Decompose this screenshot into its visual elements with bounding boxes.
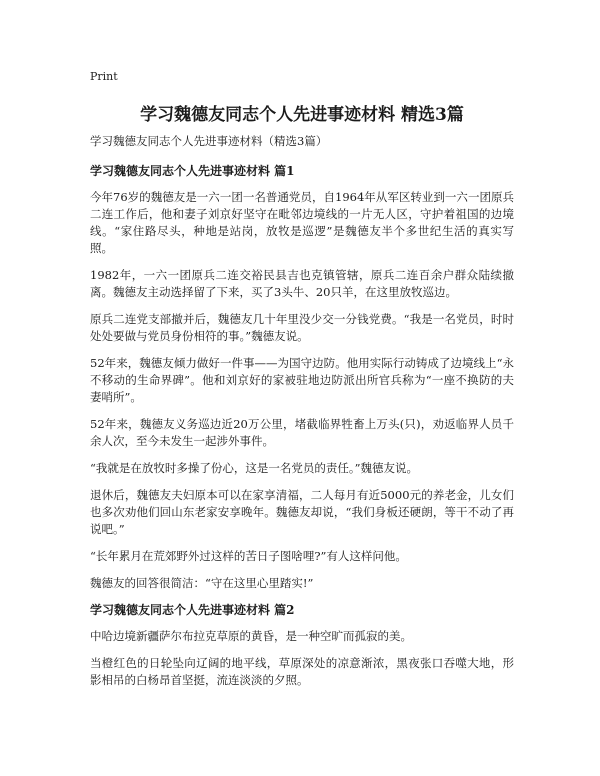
document-title: 学习魏德友同志个人先进事迹材料 精选3篇 xyxy=(140,105,464,125)
paragraph: “长年累月在荒郊野外过这样的苦日子图啥哩?”有人这样问他。 xyxy=(90,549,407,563)
section-heading-2: 学习魏德友同志个人先进事迹材料 篇2 xyxy=(90,603,295,617)
paragraph: “我就是在放牧时多操了份心，这是一名党员的责任。”魏德友说。 xyxy=(90,461,419,475)
paragraph: 52年来，魏德友倾力做好一件事——为国守边防。他用实际行动铸成了边境线上“永不移动的生命界碑”。他和刘京好的家被驻地边防派出所官兵称为“一座不换防的夫妻哨所”。 xyxy=(90,356,514,404)
print-link[interactable]: Print xyxy=(90,70,118,83)
document-body xyxy=(90,133,514,699)
paragraph: 1982年，一六一团原兵二连交裕民县吉也克镇管辖，原兵二连百余户群众陆续撤离。魏德友主动选择留了下来，买了3头牛、20只羊，在这里放牧巡边。 xyxy=(90,268,514,299)
paragraph: 退休后，魏德友夫妇原本可以在家享清福，二人每月有近5000元的养老金，儿女们也多次劝他们回山东老家安享晚年。魏德友却说，“我们身板还硬朗，等干不动了再说吧。” xyxy=(90,488,514,536)
paragraph: 当橙红色的日轮坠向辽阔的地平线，草原深处的凉意渐浓，黑夜张口吞噬大地，形影相吊的白杨昂首坚挺，流连淡淡的夕照。 xyxy=(90,656,514,687)
paragraph: 原兵二连党支部撤并后，魏德友几十年里没少交一分钱党费。“我是一名党员，时时处处要做与党员身份相符的事。”魏德友说。 xyxy=(90,312,514,343)
paragraph: 中哈边境新疆萨尔布拉克草原的黄昏，是一种空旷而孤寂的美。 xyxy=(90,629,412,643)
paragraph: 魏德友的回答很简洁：“守在这里心里踏实!” xyxy=(90,576,314,590)
paragraph: 今年76岁的魏德友是一六一团一名普通党员，自1964年从军区转业到一六一团原兵二连工作后，他和妻子刘京好坚守在毗邻边境线的一片无人区，守护着祖国的边境线。“家住路尽头，种地是站岗，放牧是巡逻”是魏德友半个多世纪生活的真实写照。 xyxy=(90,190,514,255)
document-subtitle: 学习魏德友同志个人先进事迹材料（精选3篇） xyxy=(90,134,328,148)
section-heading-1: 学习魏德友同志个人先进事迹材料 篇1 xyxy=(90,164,295,178)
paragraph: 52年来，魏德友义务巡边近20万公里，堵截临界牲畜上万头(只)，劝返临界人员千余人次，至今未发生一起涉外事件。 xyxy=(90,417,514,448)
